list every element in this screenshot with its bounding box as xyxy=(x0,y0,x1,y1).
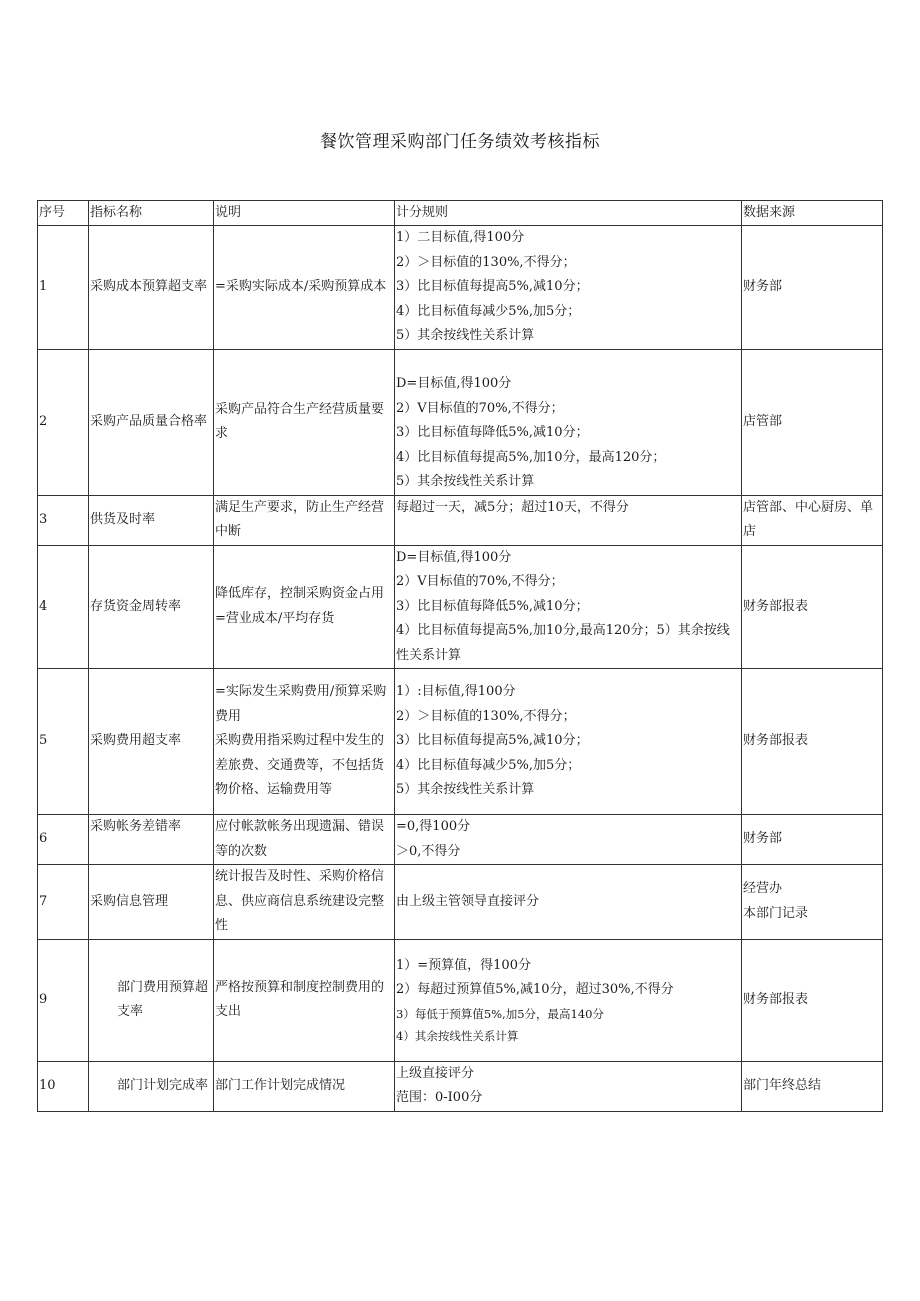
rule-line: 1）二目标值,得100分 xyxy=(396,230,525,245)
source-line: 财务部报表 xyxy=(743,991,809,1007)
row-name: 采购信息管理 xyxy=(89,865,214,940)
table-row xyxy=(38,1061,883,1111)
table-row xyxy=(38,349,883,495)
row-seq: 6 xyxy=(38,815,89,865)
rule-line: 3）比目标值每提高5%,减10分； xyxy=(396,279,589,294)
desc-line: 部门工作计划完成情况 xyxy=(215,1077,346,1093)
row-desc xyxy=(214,669,395,815)
row-rules xyxy=(395,545,742,669)
row-name-text: 部门费用预算超支率 xyxy=(117,979,209,1019)
rule-line: 5）其余按线性关系计算 xyxy=(396,328,535,343)
rule-line: 3）比目标值每降低5%,减10分； xyxy=(396,425,589,440)
row-desc xyxy=(214,815,395,865)
row-rules xyxy=(395,865,742,940)
row-desc xyxy=(214,545,395,669)
source-line: 财务部 xyxy=(743,279,783,294)
row-desc xyxy=(214,939,395,1061)
row-seq: 7 xyxy=(38,865,89,940)
header-rule: 计分规则 xyxy=(395,201,742,226)
row-rules xyxy=(395,669,742,815)
row-source xyxy=(742,226,883,350)
table-row xyxy=(38,939,883,1061)
row-source xyxy=(742,1061,883,1111)
row-name: 采购产品质量合格率 xyxy=(89,349,214,495)
desc-line: 降低库存，控制采购资金占用 xyxy=(215,586,385,602)
header-name: 指标名称 xyxy=(89,201,214,226)
rule-line: 由上级主管领导直接评分 xyxy=(396,893,540,909)
desc-line: 严格按预算和制度控制费用的支出 xyxy=(215,979,385,1019)
desc-line: 统计报告及时性、采购价格信息、供应商信息系统建设完整性 xyxy=(215,869,385,933)
desc-line: =营业成本/平均存货 xyxy=(215,610,335,626)
source-line: 本部门记录 xyxy=(743,905,809,921)
rule-line: 2）＞目标值的130%,不得分； xyxy=(396,708,576,724)
header-seq: 序号 xyxy=(38,201,89,226)
rule-line: 3）比目标值每降低5%,减10分； xyxy=(396,598,589,614)
row-name: 供货及时率 xyxy=(89,495,214,545)
row-seq: 1 xyxy=(38,226,89,350)
row-source xyxy=(742,545,883,669)
row-source xyxy=(742,495,883,545)
row-rules xyxy=(395,939,742,1061)
row-seq: 2 xyxy=(38,349,89,495)
row-rules xyxy=(395,226,742,350)
source-line: 财务部 xyxy=(743,831,783,847)
rule-line: D=目标值,得100分 xyxy=(396,376,512,391)
header-desc: 说明 xyxy=(214,201,395,226)
rule-line: 4）比目标值每提高5%,加10分,最高120分；5）其余按线性关系计算 xyxy=(396,623,730,663)
row-seq: 10 xyxy=(38,1061,89,1111)
table-row xyxy=(38,865,883,940)
desc-line: =实际发生采购费用/预算采购费用 xyxy=(215,684,387,724)
table-row xyxy=(38,495,883,545)
row-rules xyxy=(395,1061,742,1111)
row-source xyxy=(742,865,883,940)
row-seq: 9 xyxy=(38,939,89,1061)
row-source xyxy=(742,939,883,1061)
row-desc xyxy=(214,495,395,545)
source-line: 店管部 xyxy=(743,413,783,429)
row-seq: 4 xyxy=(38,545,89,669)
row-rules xyxy=(395,495,742,545)
row-source xyxy=(742,349,883,495)
desc-line: 应付帐款帐务出现遗漏、错误等的次数 xyxy=(215,819,385,859)
rule-line: 3）每低于预算值5%,加5分，最高140分 xyxy=(396,1006,604,1021)
row-name xyxy=(89,939,214,1061)
source-line: 店管部、中心厨房、单店 xyxy=(743,499,874,539)
rule-line: 2）每超过预算值5%,减10分，超过30%,不得分 xyxy=(396,982,674,997)
row-seq: 5 xyxy=(38,669,89,815)
rule-line: 1）=预算值，得100分 xyxy=(396,957,531,973)
rule-line: 2）V目标值的70%,不得分； xyxy=(396,400,564,416)
page-title: 餐饮管理采购部门任务绩效考核指标 xyxy=(320,132,600,152)
rule-line: 4）其余按线性关系计算 xyxy=(396,1028,519,1043)
source-line: 财务部报表 xyxy=(743,733,809,749)
row-desc xyxy=(214,1061,395,1111)
row-source xyxy=(742,669,883,815)
source-line: 经营办 xyxy=(743,881,783,897)
table-row xyxy=(38,669,883,815)
row-name: 采购帐务差错率 xyxy=(89,815,214,865)
row-rules xyxy=(395,815,742,865)
row-name: 采购费用超支率 xyxy=(89,669,214,815)
table-row xyxy=(38,545,883,669)
rule-line: 范围：0-I00分 xyxy=(396,1090,483,1105)
rule-line: 上级直接评分 xyxy=(396,1065,475,1081)
rule-line: 1）:目标值,得100分 xyxy=(396,684,516,700)
source-line: 部门年终总结 xyxy=(743,1077,822,1093)
rule-line: 4）比目标值每减少5%,加5分； xyxy=(396,757,581,773)
kpi-table xyxy=(37,200,883,1112)
row-name xyxy=(89,1061,214,1111)
rule-line: 每超过一天，减5分；超过10天，不得分 xyxy=(396,499,629,515)
row-desc xyxy=(214,865,395,940)
row-rules xyxy=(395,349,742,495)
rule-line: 2）V目标值的70%,不得分； xyxy=(396,574,564,589)
rule-line: ＞0,不得分 xyxy=(396,843,461,859)
table-row xyxy=(38,226,883,350)
rule-line: 5）其余按线性关系计算 xyxy=(396,474,535,489)
rule-line: 3）比目标值每提高5%,减10分； xyxy=(396,733,589,749)
rule-line: =0,得100分 xyxy=(396,819,471,834)
row-name: 存货资金周转率 xyxy=(89,545,214,669)
rule-line: D=目标值,得100分 xyxy=(396,549,512,565)
row-name-text: 部门计划完成率 xyxy=(117,1077,209,1093)
desc-line: 采购费用指采购过程中发生的差旅费、交通费等，不包括货物价格、运输费用等 xyxy=(215,733,385,798)
rule-line: 2）＞目标值的130%,不得分； xyxy=(396,254,576,270)
table-row xyxy=(38,815,883,865)
row-seq: 3 xyxy=(38,495,89,545)
desc-line: 满足生产要求，防止生产经营中断 xyxy=(215,499,385,539)
rule-line: 4）比目标值每提高5%,加10分，最高120分； xyxy=(396,449,666,465)
source-line: 财务部报表 xyxy=(743,598,809,614)
row-name: 采购成本预算超支率 xyxy=(89,226,214,350)
table-header-row xyxy=(38,201,883,226)
header-source: 数据来源 xyxy=(742,201,883,226)
row-desc xyxy=(214,349,395,495)
desc-line: =采购实际成本/采购预算成本 xyxy=(215,279,387,294)
row-source xyxy=(742,815,883,865)
desc-line: 采购产品符合生产经营质量要求 xyxy=(215,401,385,441)
rule-line: 5）其余按线性关系计算 xyxy=(396,782,535,798)
row-desc xyxy=(214,226,395,350)
rule-line: 4）比目标值每减少5%,加5分； xyxy=(396,303,581,319)
